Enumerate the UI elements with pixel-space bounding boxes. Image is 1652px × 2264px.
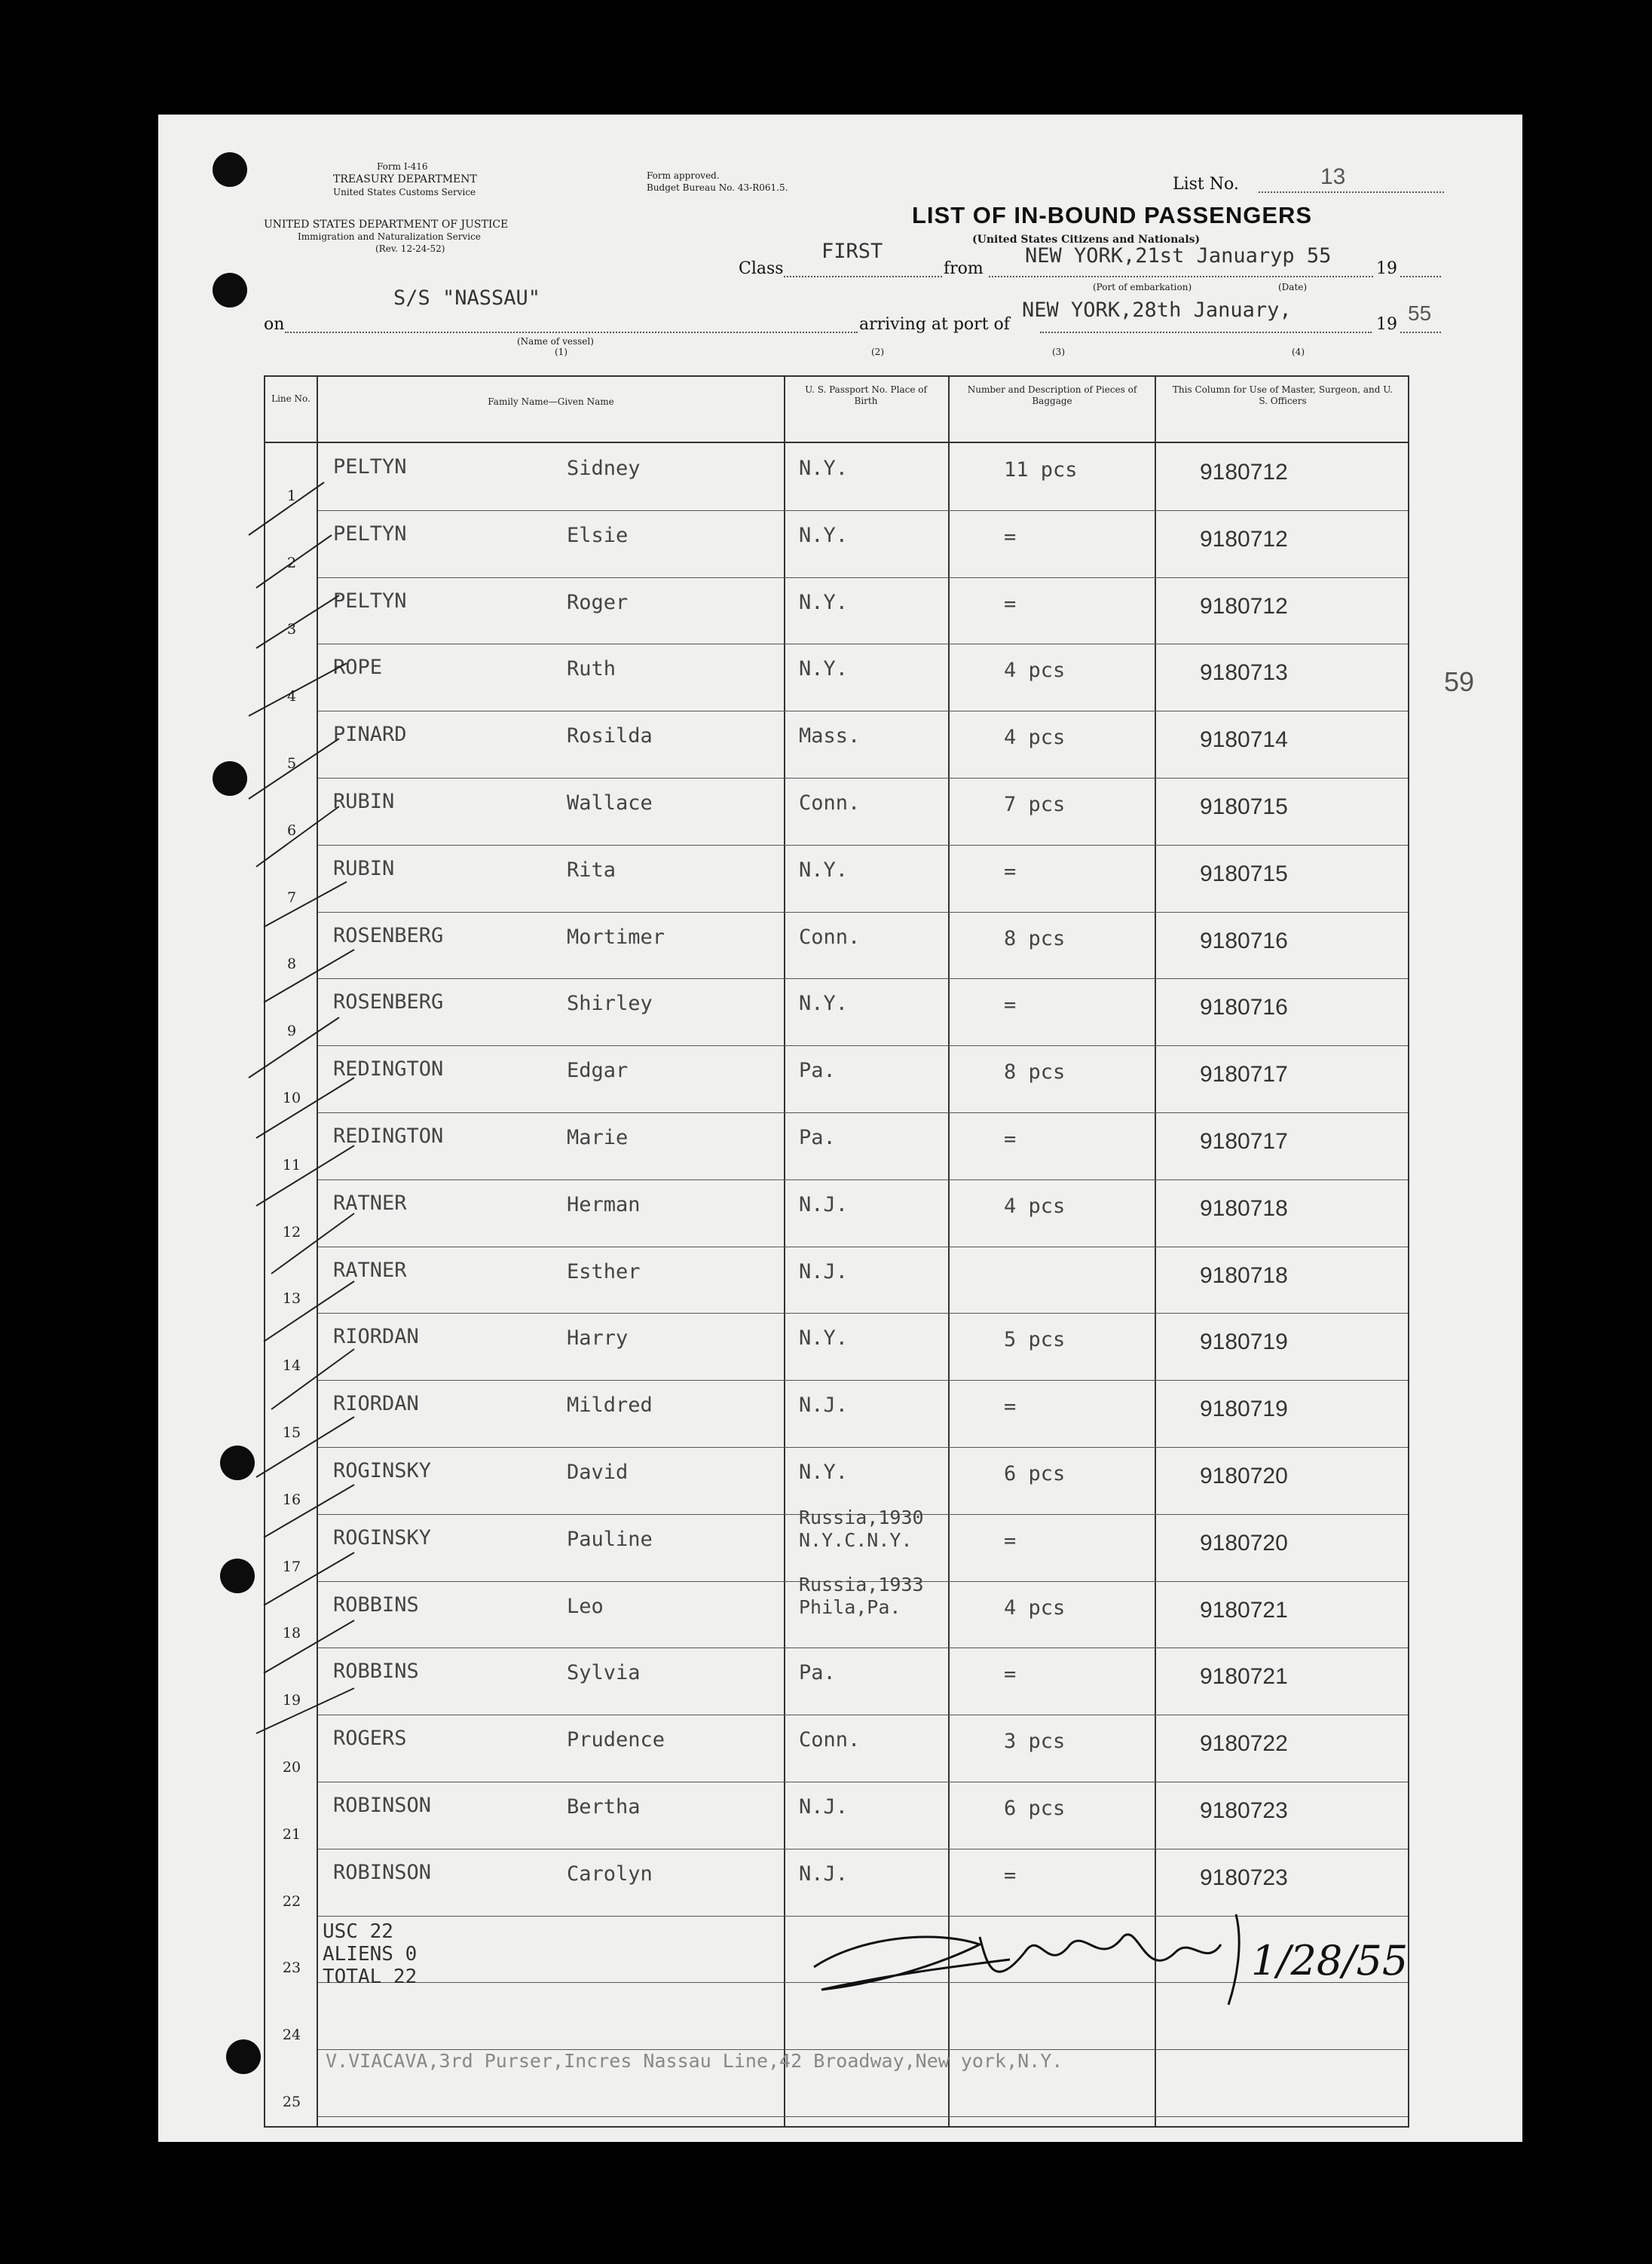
given-name: Mortimer [567, 925, 665, 949]
family-name: RIORDAN [333, 1325, 419, 1349]
given-name: Prudence [567, 1728, 665, 1752]
line-number: 17 [282, 1558, 301, 1575]
officer-code: 9180723 [1200, 1798, 1288, 1823]
row-divider [318, 1380, 1408, 1381]
family-name: ROGERS [333, 1727, 407, 1751]
given-name: Roger [567, 590, 629, 614]
line-number: 22 [282, 1892, 301, 1910]
baggage: = [1004, 592, 1017, 616]
baggage: 7 pcs [1004, 793, 1066, 816]
line-number: 14 [282, 1357, 301, 1375]
line-number: 10 [282, 1090, 301, 1106]
place-of-birth: Pa. [799, 1661, 836, 1685]
place-of-birth: Russia,1930 N.Y.C.N.Y. [799, 1506, 924, 1551]
row-divider [318, 577, 1408, 578]
family-name: PELTYN [333, 455, 407, 479]
treasury-label: TREASURY DEPARTMENT [333, 173, 477, 185]
date-caption: (Date) [1278, 282, 1308, 292]
officer-code: 9180713 [1200, 660, 1288, 686]
arrival-line [1040, 332, 1372, 333]
row-divider [318, 778, 1408, 779]
column-divider [948, 377, 950, 2126]
family-name: RIORDAN [333, 1392, 419, 1416]
row-divider [318, 978, 1408, 979]
place-of-birth: N.Y. [799, 590, 849, 614]
line-number: 16 [282, 1491, 301, 1508]
col-header-passport: U. S. Passport No. Place of Birth [805, 384, 927, 406]
baggage: 6 pcs [1004, 1462, 1066, 1485]
line-number: 23 [282, 1960, 301, 1977]
line-number: 12 [282, 1223, 301, 1241]
row-divider [318, 1447, 1408, 1448]
given-name: Sidney [567, 457, 641, 480]
officer-code: 9180717 [1200, 1062, 1288, 1088]
place-of-birth: N.Y. [799, 1326, 849, 1351]
given-name: Pauline [567, 1527, 653, 1551]
total-total: TOTAL 22 [323, 1966, 418, 1988]
place-of-birth: Conn. [799, 791, 861, 815]
caption-3: (3) [1052, 347, 1065, 357]
col-header-officers: This Column for Use of Master, Surgeon, and U. S. Officers [1172, 384, 1393, 406]
punch-hole [213, 152, 247, 187]
family-name: PINARD [333, 723, 407, 747]
given-name: Ruth [567, 657, 616, 681]
baggage: = [1004, 1127, 1017, 1151]
given-name: Esther [567, 1259, 641, 1283]
purser-line: V.VIACAVA,3rd Purser,Incres Nassau Line,42 Broadway,New york,N.Y. [326, 2050, 1063, 2072]
family-name: ROPE [333, 656, 383, 680]
given-name: Harry [567, 1326, 629, 1351]
revision-label: (Rev. 12-24-52) [375, 243, 445, 254]
place-of-birth: Pa. [799, 1126, 836, 1149]
family-name: REDINGTON [333, 1057, 444, 1082]
list-no-value: 13 [1320, 164, 1346, 189]
officer-code: 9180716 [1200, 928, 1288, 953]
officer-code: 9180715 [1200, 861, 1288, 886]
place-of-birth: N.Y. [799, 858, 849, 882]
line-number: 15 [282, 1424, 301, 1441]
given-name: David [567, 1461, 629, 1484]
place-of-birth: N.J. [799, 1259, 849, 1283]
row-divider [318, 1112, 1408, 1113]
row-divider [318, 1045, 1408, 1046]
customs-label: United States Customs Service [333, 187, 476, 197]
officer-code: 9180717 [1200, 1129, 1288, 1154]
place-of-birth: N.J. [799, 1795, 849, 1819]
caption-2: (2) [871, 347, 884, 357]
officer-code: 9180718 [1200, 1195, 1288, 1221]
given-name: Leo [567, 1594, 604, 1618]
officer-code: 9180720 [1200, 1530, 1288, 1556]
officer-code: 9180722 [1200, 1731, 1288, 1757]
immigration-label: Immigration and Naturalization Service [298, 231, 481, 242]
arrival-year-prefix: 19 [1376, 315, 1397, 334]
officer-code: 9180723 [1200, 1865, 1288, 1890]
officer-code: 9180720 [1200, 1464, 1288, 1488]
class-label: Class [739, 259, 784, 278]
line-number: 18 [282, 1625, 301, 1642]
line-number: 7 [286, 889, 297, 906]
row-divider [318, 845, 1408, 846]
baggage: 4 pcs [1004, 1596, 1066, 1620]
officer-code: 9180718 [1200, 1262, 1288, 1288]
family-name: ROBINSON [333, 1794, 432, 1817]
form-number: Form I-416 [377, 161, 428, 172]
given-name: Bertha [567, 1795, 641, 1819]
given-name: Elsie [567, 523, 629, 547]
vessel-line [285, 332, 858, 333]
place-of-birth: N.Y. [799, 657, 849, 681]
baggage: = [1004, 525, 1017, 549]
list-no-line [1259, 191, 1444, 193]
arrival-year-line [1400, 332, 1441, 333]
row-divider [318, 1179, 1408, 1180]
officer-code: 9180715 [1200, 794, 1288, 819]
officer-code: 9180719 [1200, 1397, 1288, 1422]
baggage: = [1004, 993, 1017, 1017]
on-label: on [264, 315, 285, 334]
line-number: 4 [286, 688, 297, 705]
baggage: 8 pcs [1004, 1060, 1066, 1085]
from-value: NEW YORK,21st Januaryp 55 [1025, 244, 1332, 268]
family-name: ROGINSKY [333, 1525, 432, 1550]
family-name: PELTYN [333, 589, 407, 613]
total-aliens: ALIENS 0 [323, 1943, 418, 1966]
baggage: 5 pcs [1004, 1328, 1066, 1352]
column-divider [1155, 377, 1156, 2126]
place-of-birth: Conn. [799, 1728, 861, 1752]
given-name: Marie [567, 1126, 629, 1149]
family-name: ROBBINS [333, 1660, 419, 1684]
family-name: ROBINSON [333, 1860, 432, 1884]
place-of-birth: Russia,1933 Phila,Pa. [799, 1573, 924, 1618]
col-header-baggage: Number and Description of Pieces of Baggage [967, 384, 1137, 406]
officer-code: 9180719 [1200, 1329, 1288, 1355]
baggage: 8 pcs [1004, 926, 1066, 950]
line-number: 13 [282, 1290, 301, 1308]
family-name: PELTYN [333, 522, 407, 546]
officer-code: 9180721 [1200, 1664, 1288, 1690]
class-value: FIRST [821, 240, 883, 263]
year-line [1400, 276, 1441, 277]
line-number: 19 [282, 1692, 301, 1709]
given-name: Herman [567, 1192, 641, 1216]
page-title: LIST OF IN-BOUND PASSENGERS [912, 202, 1313, 228]
given-name: Wallace [567, 791, 653, 815]
family-name: ROGINSKY [333, 1459, 432, 1482]
line-number: 1 [286, 487, 297, 504]
family-name: RUBIN [333, 856, 395, 880]
officer-code: 9180714 [1200, 727, 1288, 753]
family-name: RUBIN [333, 790, 395, 813]
from-line [989, 276, 1373, 277]
row-divider [318, 1313, 1408, 1314]
column-divider [784, 377, 785, 2126]
family-name: ROSENBERG [333, 990, 444, 1014]
line-number: 24 [282, 2027, 301, 2044]
row-divider [318, 510, 1408, 511]
passenger-table [264, 375, 1409, 2128]
col-header-line-no: Line No. [271, 393, 311, 404]
baggage: 4 pcs [1004, 726, 1066, 750]
place-of-birth: N.Y. [799, 1461, 849, 1484]
line-number: 8 [286, 956, 297, 973]
baggage: 3 pcs [1004, 1730, 1066, 1754]
place-of-birth: Pa. [799, 1059, 836, 1083]
officer-code: 9180712 [1200, 526, 1288, 552]
arrival-year-value: 55 [1408, 301, 1432, 325]
caption-1: (1) [555, 347, 567, 357]
line-number: 11 [282, 1156, 301, 1173]
family-name: RATNER [333, 1258, 407, 1282]
vessel-value: S/S "NASSAU" [393, 286, 541, 310]
line-number: 20 [282, 1759, 301, 1776]
officer-code: 9180712 [1200, 593, 1288, 619]
caption-4: (4) [1292, 347, 1305, 357]
place-of-birth: N.Y. [799, 457, 849, 480]
place-of-birth: N.J. [799, 1394, 849, 1418]
baggage: 4 pcs [1004, 1194, 1066, 1218]
line-number: 3 [286, 621, 297, 638]
list-no-label: List No. [1173, 175, 1239, 194]
class-line [784, 276, 942, 277]
from-label: from [944, 259, 984, 278]
family-name: ROSENBERG [333, 923, 444, 947]
baggage: 6 pcs [1004, 1797, 1066, 1820]
place-of-birth: N.Y. [799, 523, 849, 547]
header-rule [265, 442, 1408, 443]
officer-code: 9180721 [1200, 1597, 1288, 1623]
line-number: 2 [286, 554, 297, 571]
line-number: 5 [286, 755, 297, 772]
year-prefix: 19 [1376, 259, 1397, 278]
total-usc: USC 22 [323, 1920, 393, 1943]
place-of-birth: N.J. [799, 1192, 849, 1216]
place-of-birth: N.J. [799, 1862, 849, 1886]
officer-code: 9180712 [1200, 460, 1288, 485]
row-divider [318, 912, 1408, 913]
punch-hole [226, 2039, 261, 2074]
baggage: 11 pcs [1004, 458, 1078, 482]
arriving-label: arriving at port of [859, 315, 1010, 334]
budget-label: Budget Bureau No. 43-R061.5. [647, 182, 788, 193]
given-name: Shirley [567, 992, 653, 1016]
family-name: ROBBINS [333, 1592, 419, 1617]
family-name: REDINGTON [333, 1124, 444, 1148]
place-of-birth: Conn. [799, 925, 861, 949]
officer-signature [799, 1907, 1432, 2020]
place-of-birth: Mass. [799, 724, 861, 748]
given-name: Sylvia [567, 1661, 641, 1685]
line-number: 25 [282, 2094, 301, 2110]
baggage: = [1004, 1395, 1017, 1419]
vessel-caption: (Name of vessel) [517, 336, 594, 347]
arrival-value: NEW YORK,28th January, [1022, 298, 1292, 322]
family-name: RATNER [333, 1191, 407, 1215]
officer-code: 9180716 [1200, 995, 1288, 1020]
given-name: Mildred [567, 1394, 653, 1418]
given-name: Rosilda [567, 724, 653, 748]
punch-hole [213, 273, 247, 307]
baggage: = [1004, 859, 1017, 883]
approved-label: Form approved. [647, 170, 720, 181]
place-of-birth: N.Y. [799, 992, 849, 1016]
baggage: 4 pcs [1004, 659, 1066, 683]
line-number: 21 [282, 1825, 301, 1843]
baggage: = [1004, 1528, 1017, 1553]
baggage: = [1004, 1863, 1017, 1887]
page-subtitle: (United States Citizens and Nationals) [972, 234, 1201, 246]
row-divider [318, 2116, 1408, 2117]
check-marks [226, 452, 422, 1854]
line-number: 9 [286, 1023, 297, 1040]
col-header-name: Family Name—Given Name [488, 396, 614, 407]
signature-date: 1/28/55 [1251, 1937, 1409, 1984]
line-number: 6 [286, 821, 297, 839]
justice-label: UNITED STATES DEPARTMENT OF JUSTICE [264, 219, 509, 231]
given-name: Carolyn [567, 1862, 653, 1886]
given-name: Edgar [567, 1059, 629, 1083]
given-name: Rita [567, 858, 616, 882]
side-number: 59 [1444, 666, 1475, 697]
port-embark-caption: (Port of embarkation) [1093, 282, 1192, 292]
baggage: = [1004, 1663, 1017, 1687]
